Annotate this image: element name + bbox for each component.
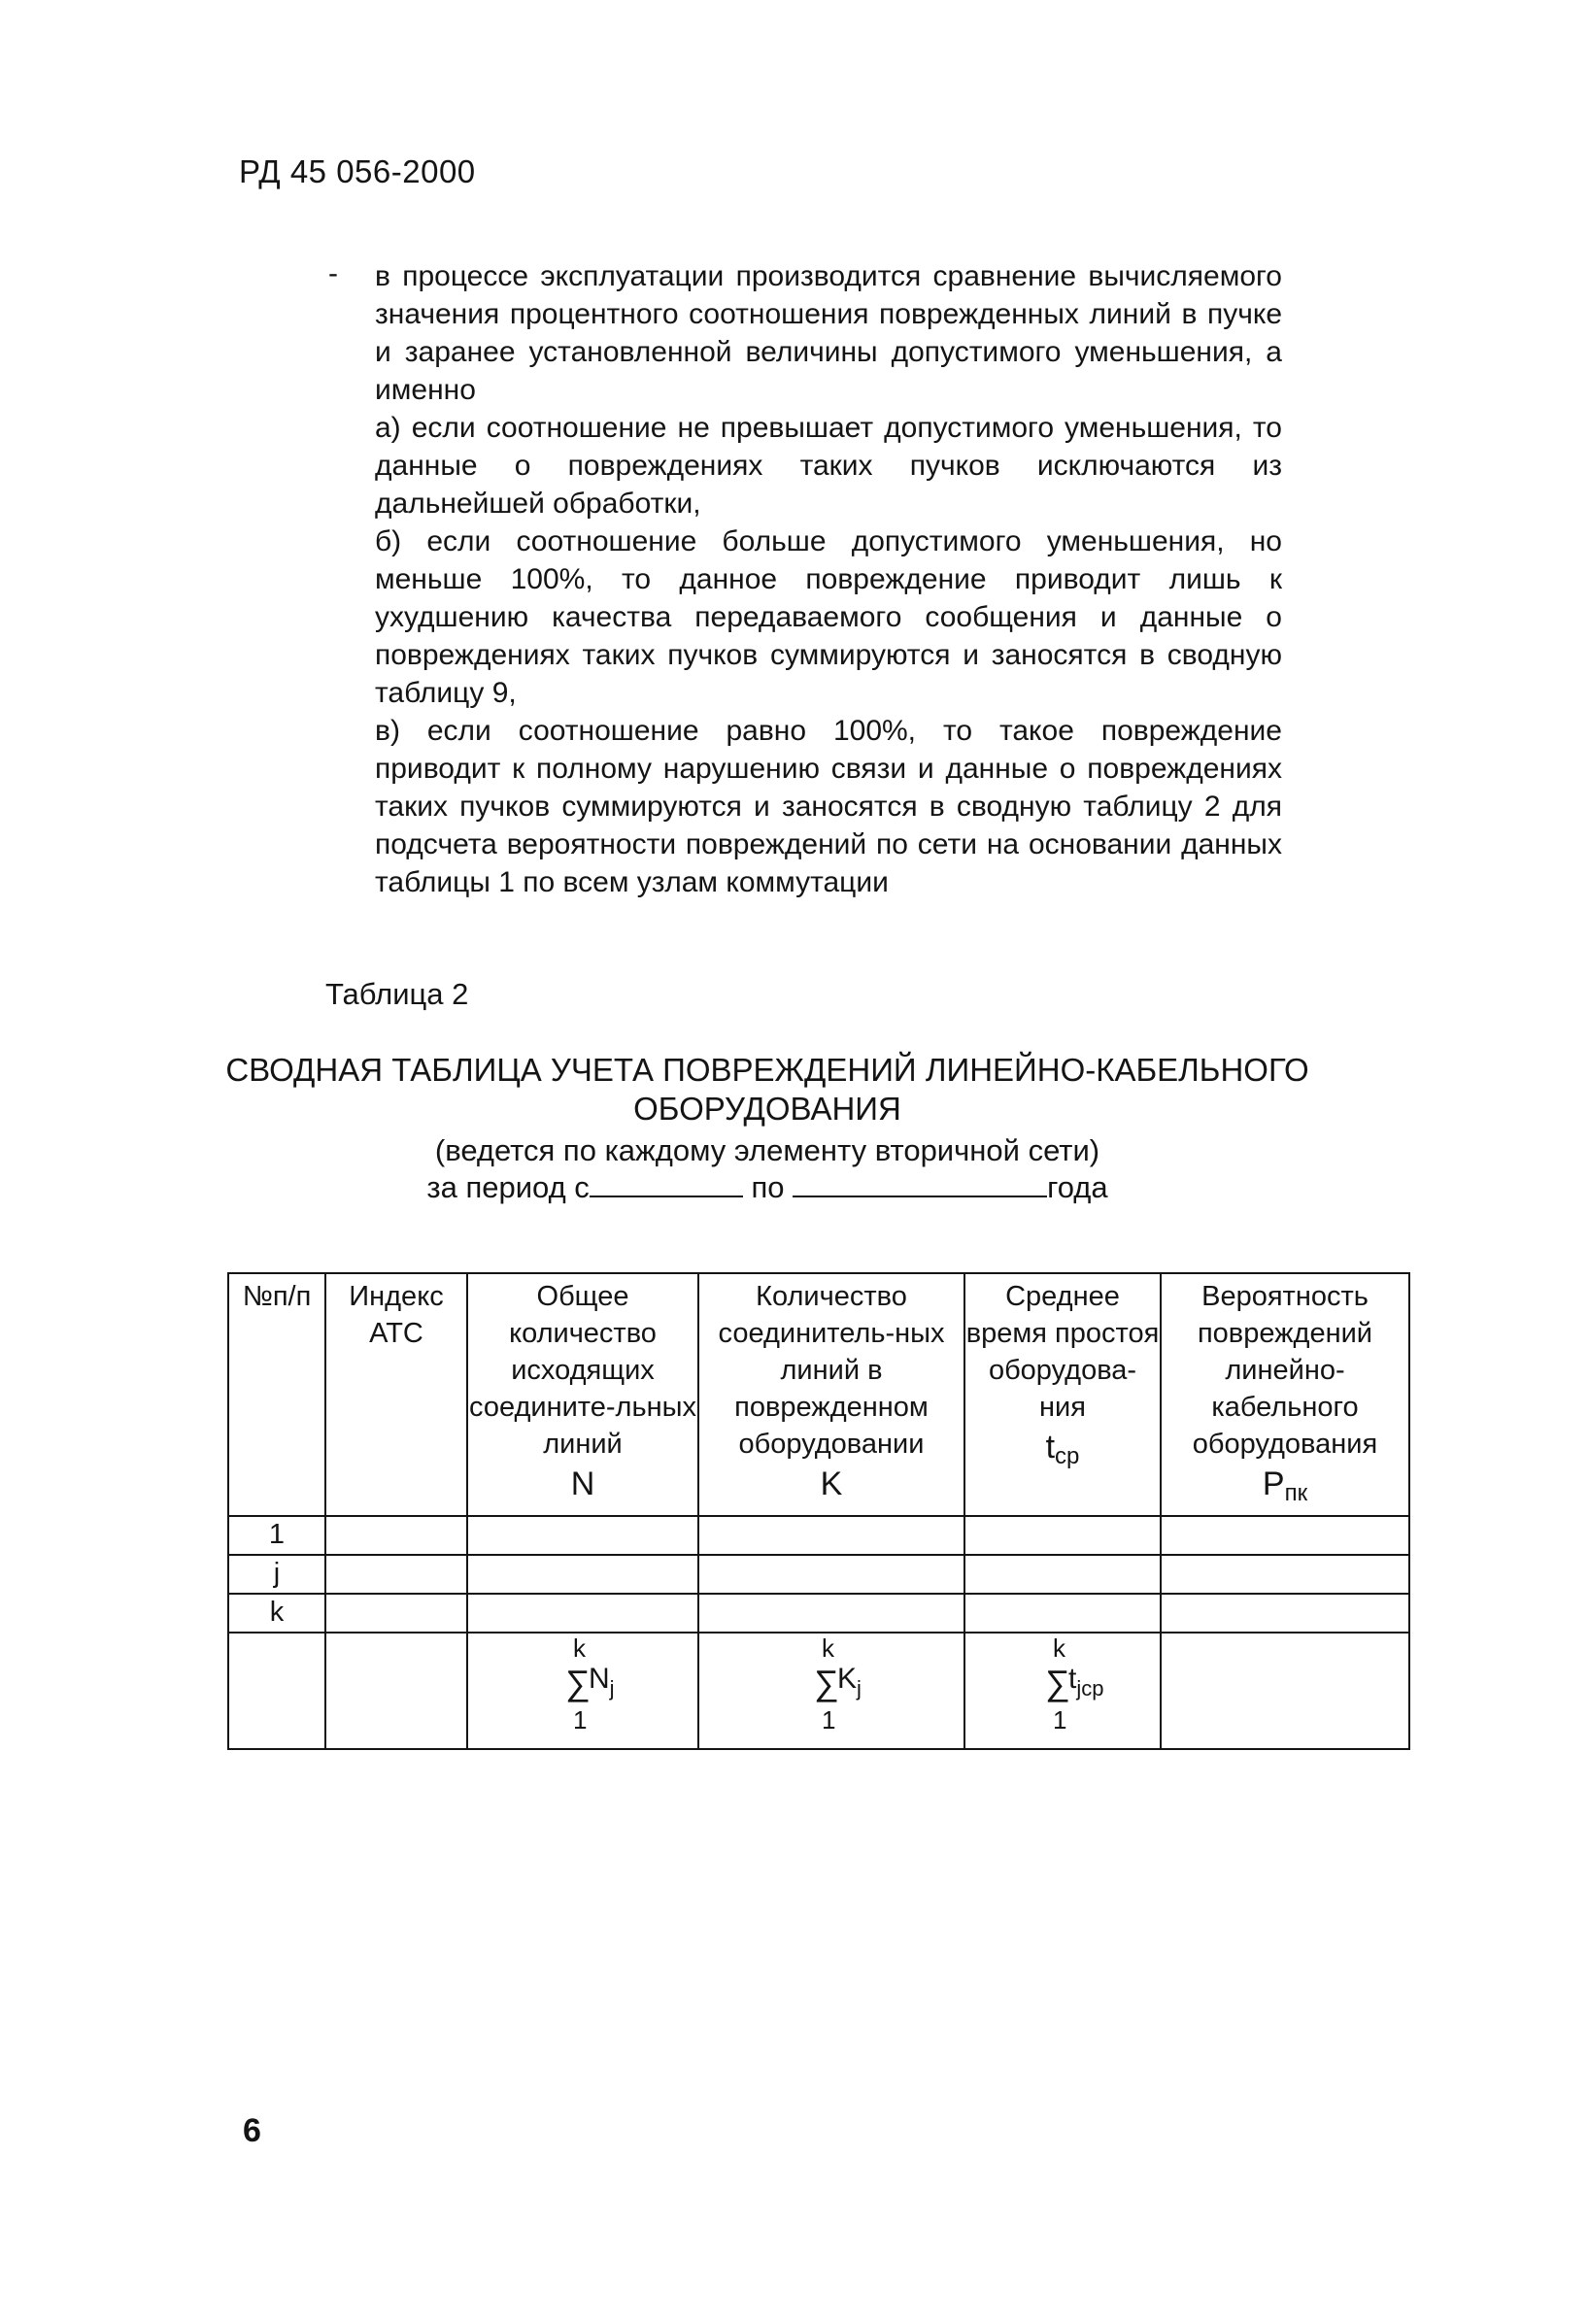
table-cell xyxy=(1161,1555,1409,1594)
header-total-lines-label: Общее количество исходящих соедините-льных линий xyxy=(469,1281,696,1460)
header-probability xyxy=(1161,1273,1409,1516)
sum-t-term xyxy=(1068,1663,1103,1701)
table-cell xyxy=(1161,1594,1409,1633)
table-cell xyxy=(698,1555,964,1594)
header-total-lines xyxy=(467,1273,698,1516)
period-suffix: года xyxy=(1047,1170,1108,1204)
table-cell xyxy=(467,1516,698,1555)
table-sum-row xyxy=(228,1633,1409,1749)
header-probability-var xyxy=(1162,1463,1408,1515)
table-cell xyxy=(467,1594,698,1633)
header-ats-index-label: Индекс АТС xyxy=(349,1281,444,1349)
sum-k-term-var: K xyxy=(837,1663,858,1695)
row-number-cell: k xyxy=(228,1594,325,1633)
table-row xyxy=(228,1516,1409,1555)
sum-t-expression xyxy=(1004,1634,1121,1740)
sum-n-sigma: ∑ xyxy=(565,1663,591,1702)
period-line xyxy=(223,1169,1311,1206)
bullet-text-block xyxy=(375,257,1282,901)
table-cell xyxy=(698,1516,964,1555)
sum-k-expression xyxy=(773,1634,890,1740)
bullet-item-a: а) если соотношение не превышает допустимого уменьшения, то данные о повреждениях таких пучков исключаются из дальнейшей обработки, xyxy=(375,412,1282,520)
table-title-block xyxy=(223,1051,1311,1206)
sum-t-sigma: ∑ xyxy=(1045,1663,1070,1702)
sum-n-expression xyxy=(524,1634,641,1740)
sum-k-lower: 1 xyxy=(822,1705,836,1735)
sum-k-term-sub: j xyxy=(857,1676,862,1701)
table-title-line-2: ОБОРУДОВАНИЯ xyxy=(633,1091,901,1127)
table-header-row xyxy=(228,1273,1409,1516)
bullet-item-c: в) если соотношение равно 100%, то такое повреждение приводит к полному нарушению связи и данные о повреждениях таких пучков суммируются и заносятся в сводную таблицу 2 для подсчета вероятности повреждений по сети на основании данных таблицы 1 по всем узлам коммутации xyxy=(375,715,1282,898)
header-damaged-lines-var xyxy=(699,1463,964,1505)
table-cell xyxy=(228,1633,325,1749)
var-k: K xyxy=(820,1465,843,1502)
table-cell xyxy=(1161,1633,1409,1749)
sum-n-upper: k xyxy=(573,1634,586,1663)
sum-n-lower: 1 xyxy=(573,1705,588,1735)
bullet-item-b: б) если соотношение больше допустимого уменьшения, но меньше 100%, то данное повреждение приводит лишь к ухудшению качества передаваемого сообщения и данные о повреждениях таких пучков суммируются и заносятся в сводную таблицу 9, xyxy=(375,525,1282,709)
sum-t-upper: k xyxy=(1053,1634,1065,1663)
table-title-line-1: СВОДНАЯ ТАБЛИЦА УЧЕТА ПОВРЕЖДЕНИЙ ЛИНЕЙНО-КАБЕЛЬНОГО xyxy=(225,1052,1309,1088)
var-n: N xyxy=(570,1465,595,1502)
sum-t-term-var: t xyxy=(1068,1663,1077,1695)
header-number xyxy=(228,1273,325,1516)
var-t: t xyxy=(1045,1429,1056,1465)
header-number-label: №п/п xyxy=(242,1281,312,1312)
table-cell xyxy=(325,1594,467,1633)
table-cell xyxy=(964,1594,1161,1633)
table-cell xyxy=(1161,1516,1409,1555)
sum-t-term-sub: jср xyxy=(1076,1676,1104,1701)
header-probability-label: Вероятность повреждений линейно-кабельного оборудования xyxy=(1192,1281,1378,1460)
summary-table xyxy=(227,1272,1410,1750)
period-mid: по xyxy=(751,1170,785,1204)
sum-n-term-var: N xyxy=(589,1663,610,1695)
table-caption: Таблица 2 xyxy=(325,977,469,1011)
header-ats-index xyxy=(325,1273,467,1516)
sum-k-term xyxy=(837,1663,862,1701)
sum-t-cell xyxy=(964,1633,1161,1749)
sum-n-cell xyxy=(467,1633,698,1749)
table-cell xyxy=(325,1516,467,1555)
table-cell xyxy=(698,1594,964,1633)
table-subtitle: (ведется по каждому элементу вторичной сети) xyxy=(434,1133,1100,1167)
table-cell xyxy=(964,1516,1161,1555)
var-p-sub: пк xyxy=(1284,1480,1308,1506)
var-p: P xyxy=(1262,1465,1285,1502)
sum-n-term-sub: j xyxy=(609,1676,615,1701)
header-damaged-lines-label: Количество соединитель-ных линий в поврежденном оборудовании xyxy=(718,1281,945,1460)
header-downtime-label: Среднее время простоя оборудова-ния xyxy=(965,1281,1160,1423)
row-number-cell: j xyxy=(228,1555,325,1594)
header-downtime xyxy=(964,1273,1161,1516)
table-cell xyxy=(964,1555,1161,1594)
header-damaged-lines xyxy=(698,1273,964,1516)
sum-n-term xyxy=(589,1663,615,1701)
header-downtime-var xyxy=(965,1426,1160,1478)
list-dash: - xyxy=(328,257,338,289)
header-total-lines-var xyxy=(468,1463,697,1505)
period-to-blank xyxy=(793,1170,1047,1197)
sum-k-cell xyxy=(698,1633,964,1749)
table-cell xyxy=(325,1633,467,1749)
table-cell xyxy=(325,1555,467,1594)
row-number-cell: 1 xyxy=(228,1516,325,1555)
period-from-blank xyxy=(590,1170,743,1197)
period-prefix: за период с xyxy=(426,1170,590,1204)
page-number: 6 xyxy=(243,2112,261,2149)
document-code: РД 45 056-2000 xyxy=(239,153,476,189)
bullet-intro: в процессе эксплуатации производится сравнение вычисляемого значения процентного соотношения поврежденных линий в пучке и заранее установленной величины допустимого уменьшения, а именно xyxy=(375,260,1282,406)
sum-t-lower: 1 xyxy=(1053,1705,1067,1735)
var-t-sub: ср xyxy=(1055,1443,1080,1469)
table-row xyxy=(228,1555,1409,1594)
table-cell xyxy=(467,1555,698,1594)
table-row xyxy=(228,1594,1409,1633)
sum-k-sigma: ∑ xyxy=(814,1663,839,1702)
sum-k-upper: k xyxy=(822,1634,834,1663)
